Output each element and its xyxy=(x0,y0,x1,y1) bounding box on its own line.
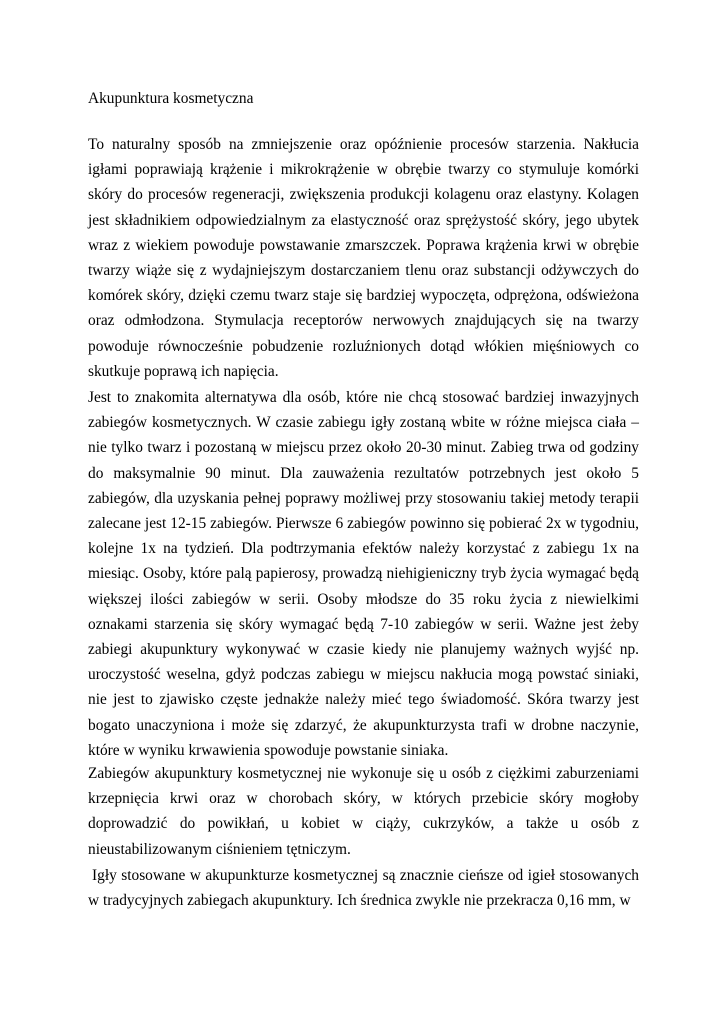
paragraph-needles: Igły stosowane w akupunkturze kosmetycznej są znacznie cieńsze od igieł stosowanych w tradycyjnych zabiegach akupunktury. Ich średnica zwykle nie przekracza 0,16 mm, w xyxy=(88,867,639,910)
paragraph-intro: To naturalny sposób na zmniejszenie oraz opóźnienie procesów starzenia. Nakłucia igłami poprawiają krążenie i mikrokrążenie w obrębie twarzy co stymuluje komórki skóry do procesów regeneracji, zwiększenia produkcji kolagenu oraz elastyny. Kolagen jest składnikiem odpowiedzialnym za elastyczność oraz sprężystość skóry, jego ubytek wraz z wiekiem powoduje powstawanie zmarszczek. Poprawa krążenia krwi w obrębie twarzy wiąże się z wydajniejszym dostarczaniem tlenu oraz substancji odżywczych do komórek skóry, dzięki czemu twarz staje się bardziej wypoczęta, odprężona, odświeżona oraz odmłodzona. Stymulacja receptorów nerwowych znajdujących się na twarzy powoduje równocześnie pobudzenie rozluźnionych dotąd włókien mięśniowych co skutkuje poprawą ich napięcia. xyxy=(88,136,639,380)
document-title: Akupunktura kosmetyczna xyxy=(88,90,254,107)
paragraph-treatment-details: Jest to znakomita alternatywa dla osób, które nie chcą stosować bardziej inwazyjnych zabiegów kosmetycznych. W czasie zabiegu igły zostaną wbite w różne miejsca ciała – nie tylko twarz i pozostaną w miejscu przez około 20-30 minut. Zabieg trwa od godziny do maksymalnie 90 minut. Dla zauważenia rezultatów potrzebnych jest około 5 zabiegów, dla uzyskania pełnej poprawy możliwej przy stosowaniu takiej metody terapii zalecane jest 12-15 zabiegów. Pierwsze 6 zabiegów powinno się pobierać 2x w tygodniu, kolejne 1x na tydzień. Dla podtrzymania efektów należy korzystać z zabiegu 1x na miesiąc. Osoby, które palą papierosy, prowadzą niehigieniczny tryb życia wymagać będą większej ilości zabiegów w serii. Osoby młodsze do 35 roku życia z niewielkimi oznakami starzenia się skóry wymagać będą 7-10 zabiegów w serii. Ważne jest żeby zabiegi akupunktury wykonywać w czasie kiedy nie planujemy ważnych wyjść np. uroczystość weselna, gdyż podczas zabiegu w miejscu nakłucia mogą powstać siniaki, nie jest to zjawisko częste jednakże należy mieć tego świadomość. Skóra twarzy jest bogato unaczyniona i może się zdarzyć, że akupunkturzysta trafi w drobne naczynie, które w wyniku krwawienia spowoduje powstanie siniaka. xyxy=(88,389,639,759)
paragraph-contraindications: Zabiegów akupunktury kosmetycznej nie wykonuje się u osób z ciężkimi zaburzeniami krzepnięcia krwi oraz w chorobach skóry, w których przebicie skóry mogłoby doprowadzić do powikłań, u kobiet w ciąży, cukrzyków, a także u osób z nieustabilizowanym ciśnieniem tętniczym. xyxy=(88,765,639,858)
